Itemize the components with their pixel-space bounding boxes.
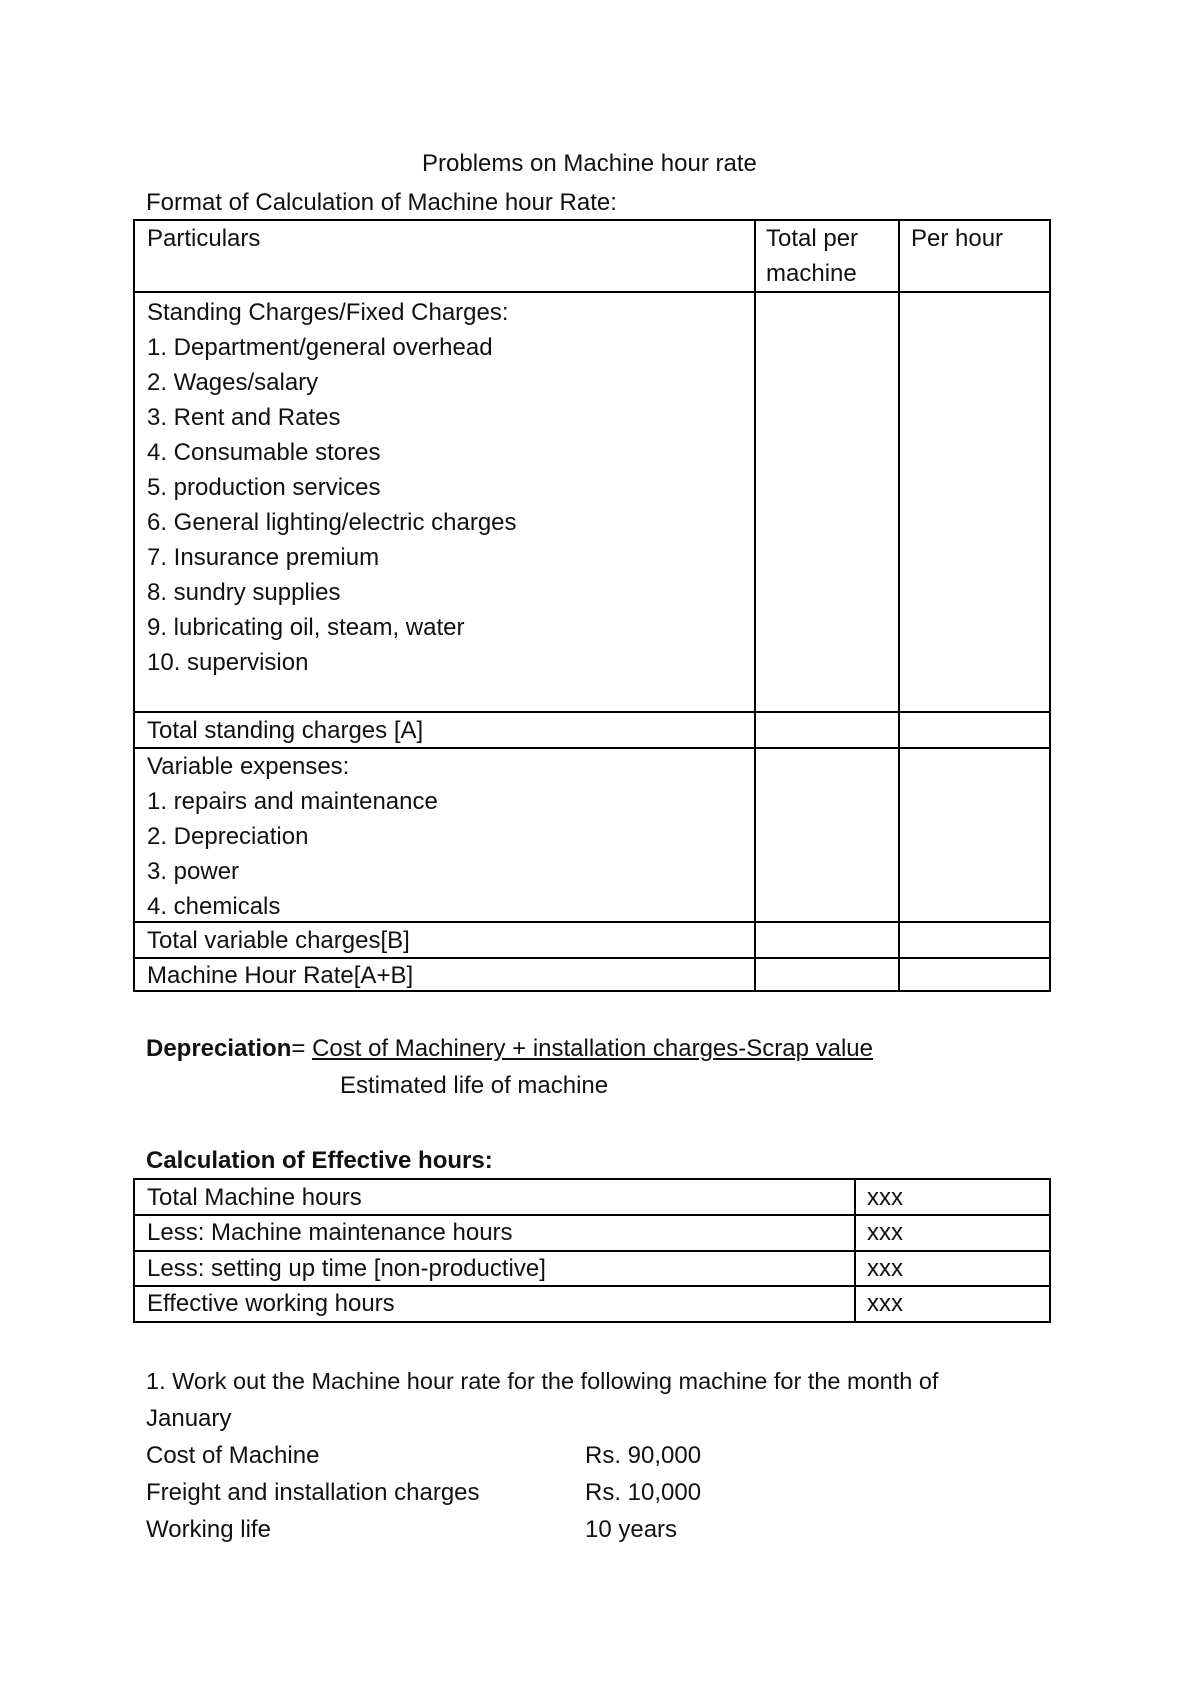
table-row [135,1251,1049,1286]
format-subtitle: Format of Calculation of Machine hour Rate: [146,189,617,216]
standing-charges-heading: Standing Charges/Fixed Charges: [147,299,509,326]
machine-hour-rate-table [133,219,1051,992]
problem-item-value: Rs. 10,000 [585,1479,702,1506]
problem-item-label: Working life [146,1516,271,1543]
problem-statement-line2: January [146,1405,232,1432]
header-particulars: Particulars [147,225,261,252]
list-item: 2. Depreciation [147,823,309,850]
effective-hours-heading: Calculation of Effective hours: [146,1147,493,1174]
problem-item-value: Rs. 90,000 [585,1442,702,1469]
list-item: 7. Insurance premium [147,544,380,571]
machine-hour-rate-total: Machine Hour Rate[A+B] [147,962,414,989]
list-item: 6. General lighting/electric charges [147,509,517,536]
list-item: 1. Department/general overhead [147,334,493,361]
list-item: 10. supervision [147,649,309,676]
row-label: Less: setting up time [non-productive] [147,1255,546,1282]
depreciation-label: Depreciation [146,1035,292,1062]
problem-statement-line1: 1. Work out the Machine hour rate for the following machine for the month of [146,1368,939,1394]
depreciation-formula [146,1034,873,1064]
list-item: 2. Wages/salary [147,369,319,396]
table-row [135,1180,1049,1215]
depreciation-numerator: Cost of Machinery + installation charges-Scrap value [312,1035,874,1062]
table-row [135,1286,1049,1321]
list-item: 3. Rent and Rates [147,404,341,431]
page-title: Problems on Machine hour rate [422,150,757,177]
row-value: xxx [867,1290,903,1317]
list-item: 4. Consumable stores [147,439,381,466]
total-standing-charges: Total standing charges [A] [147,717,424,744]
row-label: Effective working hours [147,1290,395,1317]
standing-charges-list [147,295,517,680]
depreciation-denominator: Estimated life of machine [340,1072,609,1099]
row-value: xxx [867,1219,903,1246]
list-item: 8. sundry supplies [147,579,341,606]
effective-hours-table [133,1178,1051,1323]
total-variable-charges: Total variable charges[B] [147,927,410,954]
equals-sign: = [291,1035,313,1062]
list-item: 5. production services [147,474,381,501]
variable-expenses-heading: Variable expenses: [147,753,350,780]
list-item: 4. chemicals [147,893,281,920]
row-value: xxx [867,1255,903,1282]
row-label: Less: Machine maintenance hours [147,1219,513,1246]
variable-expenses-list [147,749,438,924]
header-per-hour: Per hour [911,225,1004,252]
row-value: xxx [867,1184,903,1211]
table-row [135,1215,1049,1250]
row-label: Total Machine hours [147,1184,362,1211]
list-item: 9. lubricating oil, steam, water [147,614,465,641]
header-total-per-machine: Total per machine [766,225,859,287]
list-item: 3. power [147,858,240,885]
problem-item-label: Cost of Machine [146,1442,320,1469]
problem-item-label: Freight and installation charges [146,1479,480,1506]
list-item: 1. repairs and maintenance [147,788,438,815]
problem-item-value: 10 years [585,1516,678,1543]
